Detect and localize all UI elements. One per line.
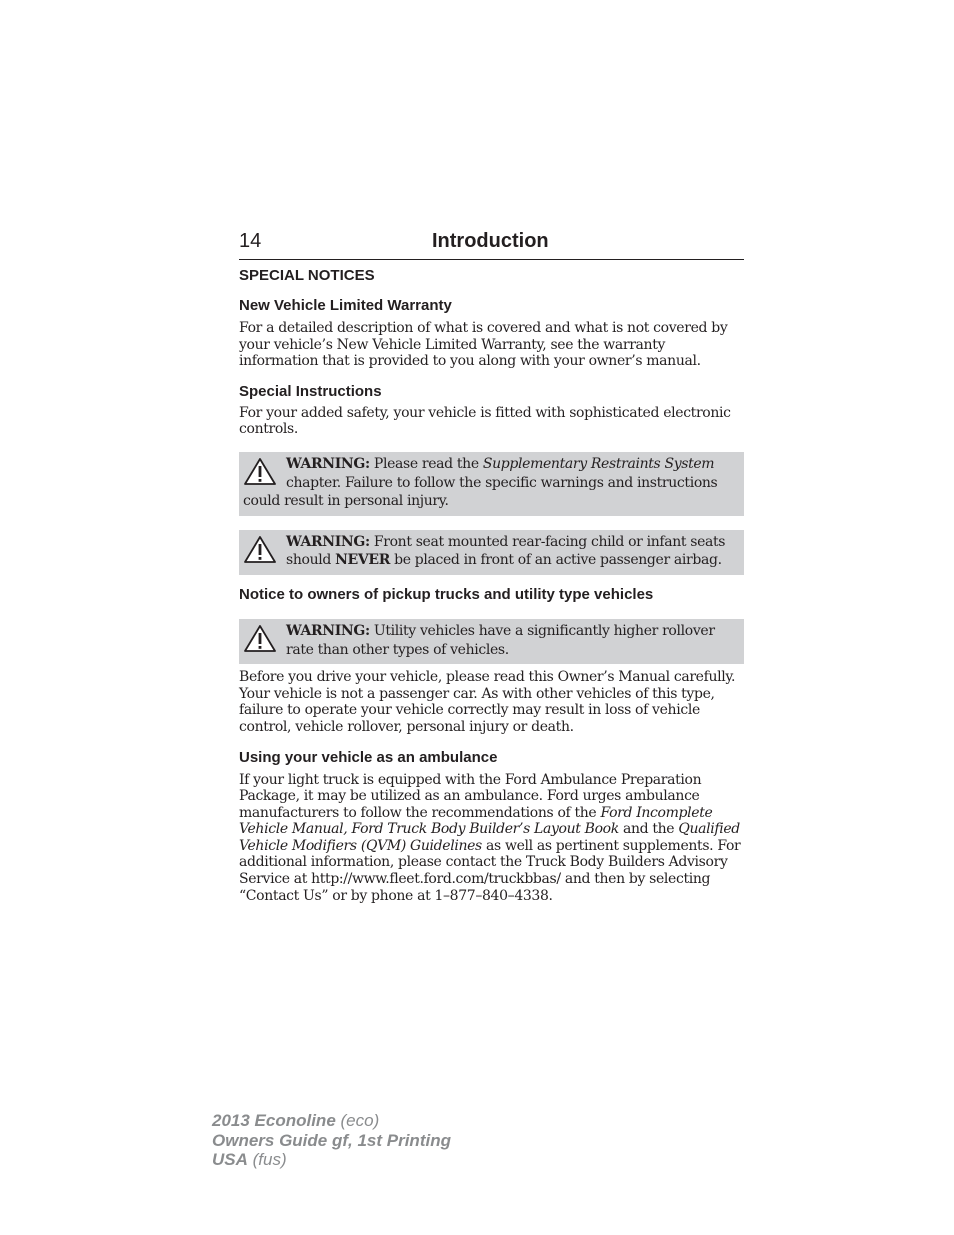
footer-line-market: USA (fus) [212,1150,287,1169]
pickup-notice-text: Before you drive your vehicle, please read this Owner’s Manual carefully. Your vehicle is not a passenger car. As with other vehicles of this type, failure to operate your vehicle correctly may result in loss of vehicle control, vehicle rollover, personal injury or death. [239,669,736,735]
warning-box-child-seats [239,530,744,575]
warning-text: WARNING: Utility vehicles have a significantly higher rollover rate than other types of vehicles. [286,622,715,658]
ambulance-heading: Using your vehicle as an ambulance [239,748,498,766]
footer-line-model: 2013 Econoline (eco) [212,1111,380,1130]
chapter-title: Introduction [432,230,549,252]
warning-triangle-icon [243,624,277,654]
warning-label: WARNING: [286,533,370,550]
footer-line-guide: Owners Guide gf, 1st Printing [212,1130,451,1150]
warning-text: WARNING: Please read the Supplementary Restraints System chapter. Failure to follow the specific warnings and instructions could result in personal injury. [243,455,718,510]
warning-label: WARNING: [286,455,370,472]
ambulance-text: If your light truck is equipped with the Ford Ambulance Preparation Package, it may be utilized as an ambulance. Ford urges ambulance manufacturers to follow the recommendations of the Ford Incomplete Vehicle Manual, Ford Truck Body Builder’s Layout Book and the Qualified Vehicle Modifiers (QVM) Guidelines as well as pertinent supplements. For additional information, please contact the Truck Body Builders Advisory Service at http://www.fleet.ford.com/truckbbas/ and then by selecting “Contact Us” or by phone at 1–877–840–4338. [239,771,741,904]
warning-box-restraints [239,452,744,516]
section-title: SPECIAL NOTICES [239,267,375,284]
warranty-text: For a detailed description of what is covered and what is not covered by your vehicle’s New Vehicle Limited Warranty, see the warranty information that is provided to you along with your owner’s manual. [239,320,728,370]
warning-box-rollover [239,619,744,664]
warning-triangle-icon [243,535,277,565]
instructions-heading: Special Instructions [239,382,382,400]
warning-label: WARNING: [286,622,370,639]
instructions-text: For your added safety, your vehicle is fitted with sophisticated electronic controls. [239,404,731,438]
page-number: 14 [239,230,262,252]
never-emphasis: NEVER [335,552,390,569]
srs-chapter-reference: Supplementary Restraints System [482,455,715,472]
footer-print-info [212,1111,451,1170]
pickup-notice-heading: Notice to owners of pickup trucks and utility type vehicles [239,585,654,603]
page-content [239,266,744,904]
warning-triangle-icon [243,457,277,487]
page-header [239,226,744,260]
warranty-heading: New Vehicle Limited Warranty [239,297,452,314]
warning-text: WARNING: Front seat mounted rear-facing child or infant seats should NEVER be placed in front of an active passenger airbag. [286,533,726,569]
ford-manuals-reference: Ford Incomplete Vehicle Manual, Ford Truck Body Builder’s Layout Book [239,804,713,838]
qvm-guidelines-reference: Qualified Vehicle Modifiers (QVM) Guidelines [239,821,740,854]
